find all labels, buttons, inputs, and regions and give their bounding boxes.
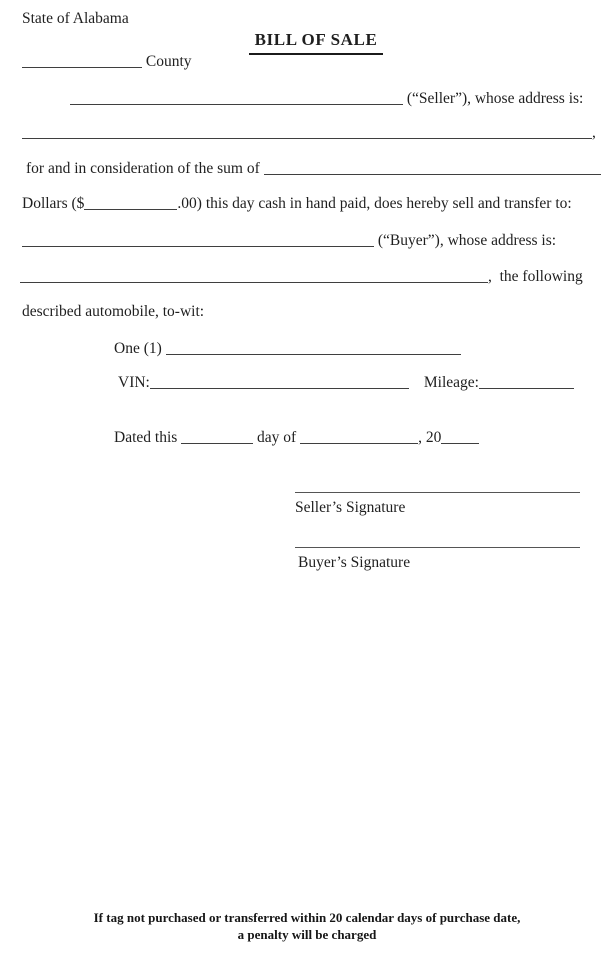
dated-prefix: Dated this bbox=[114, 429, 178, 446]
county-label: County bbox=[145, 53, 192, 70]
seller-row bbox=[70, 89, 583, 108]
buyer-clause: (“Buyer”), whose address is: bbox=[377, 232, 557, 249]
one-label: One (1) bbox=[114, 340, 162, 357]
mileage-field[interactable] bbox=[479, 374, 574, 389]
vin-field[interactable] bbox=[150, 374, 409, 389]
described-clause: described automobile, to-wit: bbox=[22, 303, 205, 320]
buyer-address-row bbox=[20, 267, 583, 286]
penalty-notice-line1: If tag not purchased or transferred within 20 calendar days of purchase date, bbox=[93, 910, 521, 925]
seller-name-field[interactable] bbox=[70, 90, 403, 105]
state-label: State of Alabama bbox=[22, 10, 129, 27]
consideration-row bbox=[26, 159, 601, 178]
penalty-notice bbox=[0, 909, 614, 943]
dollars-suffix: .00) this day cash in hand paid, does hereby sell and transfer to: bbox=[177, 195, 572, 212]
buyer-name-field[interactable] bbox=[22, 232, 374, 247]
vin-mileage-row bbox=[118, 373, 574, 392]
county-field[interactable] bbox=[22, 53, 142, 68]
vin-label: VIN: bbox=[118, 374, 150, 391]
page-title: BILL OF SALE bbox=[249, 30, 384, 55]
state-heading bbox=[22, 9, 129, 28]
seller-clause: (“Seller”), whose address is: bbox=[406, 90, 584, 107]
buyer-signature-field[interactable] bbox=[295, 532, 580, 548]
year-prefix: , 20 bbox=[418, 429, 442, 446]
consideration-clause: for and in consideration of the sum of bbox=[26, 160, 260, 177]
penalty-notice-line2: a penalty will be charged bbox=[237, 927, 377, 942]
dollar-amount-field[interactable] bbox=[84, 195, 177, 210]
buyer-signature-label: Buyer’s Signature bbox=[298, 554, 411, 571]
vehicle-row bbox=[114, 339, 461, 358]
county-row bbox=[22, 52, 192, 71]
vehicle-description-field[interactable] bbox=[166, 340, 461, 355]
buyer-address-field[interactable] bbox=[20, 268, 488, 283]
dated-row bbox=[114, 428, 479, 447]
seller-signature-label: Seller’s Signature bbox=[295, 499, 406, 516]
sum-in-words-field[interactable] bbox=[264, 160, 601, 175]
described-row bbox=[22, 302, 204, 321]
seller-address-row bbox=[22, 123, 596, 142]
dollars-prefix: Dollars ($ bbox=[22, 195, 85, 212]
seller-address-comma: , bbox=[592, 124, 596, 141]
seller-signature-field[interactable] bbox=[295, 477, 580, 493]
day-field[interactable] bbox=[181, 429, 253, 444]
month-field[interactable] bbox=[300, 429, 418, 444]
seller-address-field[interactable] bbox=[22, 124, 592, 139]
year-field[interactable] bbox=[441, 429, 479, 444]
mileage-label: Mileage: bbox=[423, 374, 479, 391]
buyer-row bbox=[22, 231, 556, 250]
buyer-address-suffix: , the following bbox=[488, 268, 583, 285]
day-of-label: day of bbox=[257, 429, 297, 446]
dollars-row bbox=[22, 194, 572, 213]
